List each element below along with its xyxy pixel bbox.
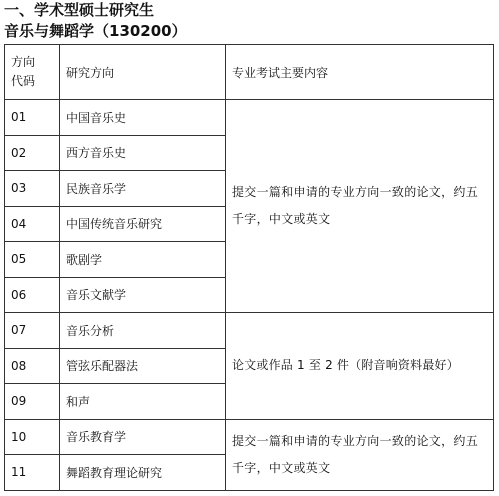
direction-name: 中国音乐史 <box>60 100 226 136</box>
discipline-title: 音乐与舞蹈学（130200） <box>4 22 187 40</box>
direction-code: 09 <box>5 384 60 420</box>
direction-name: 舞蹈教育理论研究 <box>60 455 226 491</box>
direction-name: 中国传统音乐研究 <box>60 206 226 242</box>
direction-code: 02 <box>5 135 60 171</box>
column-header-code-line1: 方向 <box>11 55 36 69</box>
direction-name: 西方音乐史 <box>60 135 226 171</box>
exam-content-group-3: 提交一篇和申请的专业方向一致的论文，约五千字，中文或英文 <box>226 419 494 490</box>
direction-name: 和声 <box>60 384 226 420</box>
exam-content-group-1: 提交一篇和申请的专业方向一致的论文，约五千字，中文或英文 <box>226 100 494 313</box>
direction-code: 03 <box>5 171 60 207</box>
direction-code: 08 <box>5 348 60 384</box>
column-header-direction: 研究方向 <box>60 45 226 100</box>
column-header-code <box>5 45 60 100</box>
direction-name: 管弦乐配器法 <box>60 348 226 384</box>
direction-code: 01 <box>5 100 60 136</box>
direction-name: 民族音乐学 <box>60 171 226 207</box>
direction-code: 11 <box>5 455 60 491</box>
table-row <box>5 100 494 136</box>
table-header-row <box>5 45 494 100</box>
direction-code: 10 <box>5 419 60 455</box>
table-row <box>5 313 494 349</box>
direction-code: 06 <box>5 277 60 313</box>
column-header-code-line2: 代码 <box>11 74 36 88</box>
table-row <box>5 419 494 455</box>
research-directions-table <box>4 44 494 491</box>
exam-content-group-2: 论文或作品 1 至 2 件（附音响资料最好） <box>226 313 494 420</box>
section-heading: 一、学术型硕士研究生 <box>4 1 155 19</box>
direction-name: 音乐分析 <box>60 313 226 349</box>
direction-code: 05 <box>5 242 60 278</box>
direction-code: 07 <box>5 313 60 349</box>
column-header-content: 专业考试主要内容 <box>226 45 494 100</box>
direction-code: 04 <box>5 206 60 242</box>
direction-name: 音乐教育学 <box>60 419 226 455</box>
direction-name: 歌剧学 <box>60 242 226 278</box>
direction-name: 音乐文献学 <box>60 277 226 313</box>
